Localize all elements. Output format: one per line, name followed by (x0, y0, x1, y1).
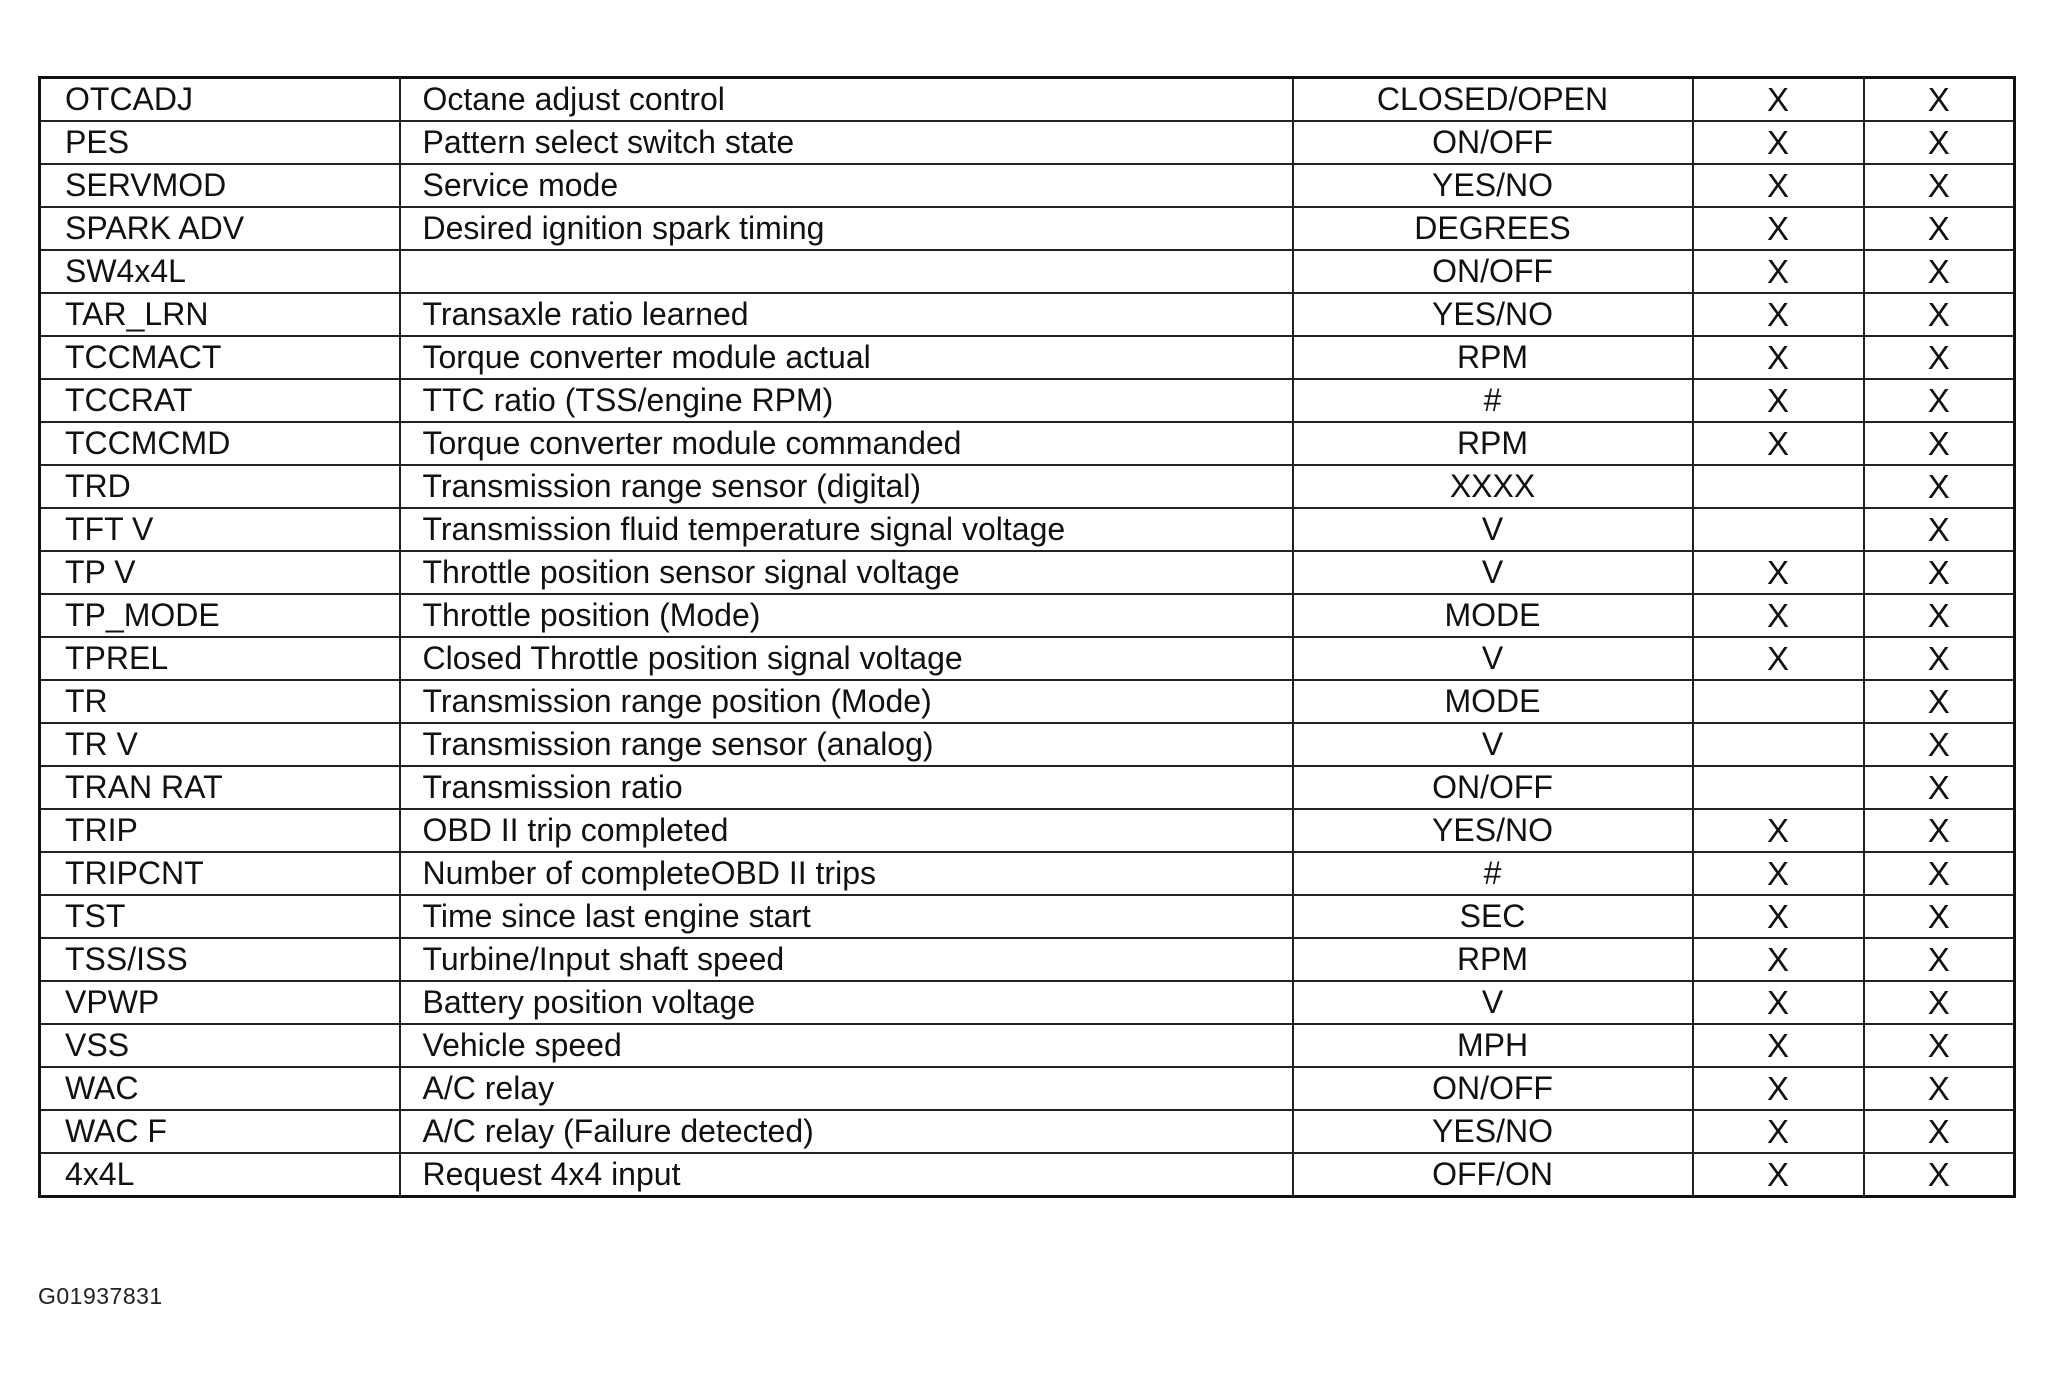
pid-cell: TRIPCNT (40, 852, 400, 895)
table-row (40, 1067, 2015, 1110)
mode-2-mark-cell: X (1864, 809, 2015, 852)
mode-2-mark-cell: X (1864, 78, 2015, 122)
units-cell: V (1293, 637, 1693, 680)
description-cell: Throttle position (Mode) (400, 594, 1293, 637)
pid-cell: OTCADJ (40, 78, 400, 122)
table-row (40, 895, 2015, 938)
mode-2-mark-cell: X (1864, 1067, 2015, 1110)
units-cell: ON/OFF (1293, 1067, 1693, 1110)
mode-1-mark-cell: X (1693, 379, 1864, 422)
mode-2-mark-cell: X (1864, 852, 2015, 895)
units-cell: OFF/ON (1293, 1153, 1693, 1197)
units-cell: YES/NO (1293, 1110, 1693, 1153)
mode-1-mark-cell: X (1693, 164, 1864, 207)
description-cell: Battery position voltage (400, 981, 1293, 1024)
mode-2-mark-cell: X (1864, 680, 2015, 723)
mode-1-mark-cell: X (1693, 895, 1864, 938)
table-row (40, 422, 2015, 465)
table-row (40, 680, 2015, 723)
mode-1-mark-cell: X (1693, 207, 1864, 250)
description-cell: Number of completeOBD II trips (400, 852, 1293, 895)
mode-1-mark-cell: X (1693, 1024, 1864, 1067)
units-cell: ON/OFF (1293, 121, 1693, 164)
description-cell: Turbine/Input shaft speed (400, 938, 1293, 981)
mode-1-mark-cell: X (1693, 809, 1864, 852)
mode-2-mark-cell: X (1864, 981, 2015, 1024)
mode-2-mark-cell: X (1864, 422, 2015, 465)
units-cell: SEC (1293, 895, 1693, 938)
mode-2-mark-cell: X (1864, 1153, 2015, 1197)
units-cell: # (1293, 852, 1693, 895)
units-cell: DEGREES (1293, 207, 1693, 250)
table-row (40, 594, 2015, 637)
units-cell: MODE (1293, 680, 1693, 723)
pid-cell: TR V (40, 723, 400, 766)
mode-1-mark-cell: X (1693, 422, 1864, 465)
mode-1-mark-cell: X (1693, 594, 1864, 637)
pid-cell: PES (40, 121, 400, 164)
pid-cell: TRAN RAT (40, 766, 400, 809)
units-cell: V (1293, 551, 1693, 594)
mode-2-mark-cell: X (1864, 723, 2015, 766)
description-cell: Torque converter module commanded (400, 422, 1293, 465)
mode-2-mark-cell: X (1864, 164, 2015, 207)
mode-2-mark-cell: X (1864, 293, 2015, 336)
table-row (40, 1153, 2015, 1197)
figure-id: G01937831 (38, 1283, 163, 1309)
description-cell: Closed Throttle position signal voltage (400, 637, 1293, 680)
pid-cell: TAR_LRN (40, 293, 400, 336)
units-cell: CLOSED/OPEN (1293, 78, 1693, 122)
pid-cell: VPWP (40, 981, 400, 1024)
mode-2-mark-cell: X (1864, 637, 2015, 680)
table-row (40, 723, 2015, 766)
mode-2-mark-cell: X (1864, 250, 2015, 293)
table-row (40, 766, 2015, 809)
mode-2-mark-cell: X (1864, 766, 2015, 809)
pid-cell: 4x4L (40, 1153, 400, 1197)
description-cell: Throttle position sensor signal voltage (400, 551, 1293, 594)
units-cell: ON/OFF (1293, 766, 1693, 809)
mode-1-mark-cell (1693, 680, 1864, 723)
pid-cell: VSS (40, 1024, 400, 1067)
pid-cell: SW4x4L (40, 250, 400, 293)
description-cell: Request 4x4 input (400, 1153, 1293, 1197)
mode-1-mark-cell: X (1693, 121, 1864, 164)
description-cell: Transmission range position (Mode) (400, 680, 1293, 723)
units-cell: ON/OFF (1293, 250, 1693, 293)
pid-cell: SPARK ADV (40, 207, 400, 250)
mode-2-mark-cell: X (1864, 938, 2015, 981)
units-cell: # (1293, 379, 1693, 422)
table-row (40, 637, 2015, 680)
mode-1-mark-cell: X (1693, 852, 1864, 895)
pid-cell: TFT V (40, 508, 400, 551)
pid-cell: TST (40, 895, 400, 938)
mode-1-mark-cell: X (1693, 1067, 1864, 1110)
table-row (40, 551, 2015, 594)
description-cell (400, 250, 1293, 293)
mode-1-mark-cell: X (1693, 981, 1864, 1024)
pid-cell: TP_MODE (40, 594, 400, 637)
table-row (40, 852, 2015, 895)
mode-2-mark-cell: X (1864, 121, 2015, 164)
table-row (40, 465, 2015, 508)
table-row (40, 121, 2015, 164)
mode-2-mark-cell: X (1864, 336, 2015, 379)
mode-2-mark-cell: X (1864, 207, 2015, 250)
pid-cell: TCCRAT (40, 379, 400, 422)
table-row (40, 336, 2015, 379)
mode-2-mark-cell: X (1864, 594, 2015, 637)
pid-cell: WAC (40, 1067, 400, 1110)
mode-2-mark-cell: X (1864, 895, 2015, 938)
description-cell: A/C relay (Failure detected) (400, 1110, 1293, 1153)
description-cell: Octane adjust control (400, 78, 1293, 122)
description-cell: Transmission range sensor (digital) (400, 465, 1293, 508)
mode-1-mark-cell (1693, 508, 1864, 551)
pid-table (38, 76, 2016, 1198)
units-cell: YES/NO (1293, 293, 1693, 336)
table-row (40, 164, 2015, 207)
mode-2-mark-cell: X (1864, 379, 2015, 422)
mode-1-mark-cell: X (1693, 250, 1864, 293)
pid-cell: TR (40, 680, 400, 723)
description-cell: Time since last engine start (400, 895, 1293, 938)
description-cell: Pattern select switch state (400, 121, 1293, 164)
description-cell: TTC ratio (TSS/engine RPM) (400, 379, 1293, 422)
pid-cell: TCCMACT (40, 336, 400, 379)
pid-cell: TRIP (40, 809, 400, 852)
table-row (40, 250, 2015, 293)
table-row (40, 1024, 2015, 1067)
pid-cell: WAC F (40, 1110, 400, 1153)
units-cell: MPH (1293, 1024, 1693, 1067)
table-row (40, 938, 2015, 981)
table-row (40, 1110, 2015, 1153)
pid-cell: SERVMOD (40, 164, 400, 207)
mode-1-mark-cell (1693, 766, 1864, 809)
mode-1-mark-cell: X (1693, 938, 1864, 981)
mode-1-mark-cell: X (1693, 78, 1864, 122)
description-cell: A/C relay (400, 1067, 1293, 1110)
units-cell: MODE (1293, 594, 1693, 637)
units-cell: V (1293, 723, 1693, 766)
units-cell: YES/NO (1293, 809, 1693, 852)
pid-cell: TP V (40, 551, 400, 594)
mode-1-mark-cell (1693, 723, 1864, 766)
description-cell: Service mode (400, 164, 1293, 207)
mode-1-mark-cell: X (1693, 293, 1864, 336)
description-cell: Transmission ratio (400, 766, 1293, 809)
description-cell: Torque converter module actual (400, 336, 1293, 379)
units-cell: RPM (1293, 938, 1693, 981)
pid-table-body (40, 78, 2015, 1197)
mode-1-mark-cell: X (1693, 1153, 1864, 1197)
units-cell: V (1293, 508, 1693, 551)
mode-2-mark-cell: X (1864, 508, 2015, 551)
mode-2-mark-cell: X (1864, 551, 2015, 594)
table-row (40, 508, 2015, 551)
mode-2-mark-cell: X (1864, 1024, 2015, 1067)
description-cell: Transmission fluid temperature signal voltage (400, 508, 1293, 551)
description-cell: Vehicle speed (400, 1024, 1293, 1067)
description-cell: Transaxle ratio learned (400, 293, 1293, 336)
mode-2-mark-cell: X (1864, 465, 2015, 508)
description-cell: Desired ignition spark timing (400, 207, 1293, 250)
table-row (40, 809, 2015, 852)
mode-1-mark-cell: X (1693, 637, 1864, 680)
units-cell: RPM (1293, 422, 1693, 465)
table-row (40, 981, 2015, 1024)
pid-cell: TRD (40, 465, 400, 508)
table-row (40, 78, 2015, 122)
mode-1-mark-cell: X (1693, 551, 1864, 594)
mode-1-mark-cell: X (1693, 336, 1864, 379)
table-row (40, 379, 2015, 422)
description-cell: OBD II trip completed (400, 809, 1293, 852)
units-cell: RPM (1293, 336, 1693, 379)
table-row (40, 207, 2015, 250)
pid-cell: TSS/ISS (40, 938, 400, 981)
units-cell: V (1293, 981, 1693, 1024)
pid-cell: TPREL (40, 637, 400, 680)
table-row (40, 293, 2015, 336)
units-cell: XXXX (1293, 465, 1693, 508)
mode-1-mark-cell: X (1693, 1110, 1864, 1153)
mode-2-mark-cell: X (1864, 1110, 2015, 1153)
mode-1-mark-cell (1693, 465, 1864, 508)
units-cell: YES/NO (1293, 164, 1693, 207)
description-cell: Transmission range sensor (analog) (400, 723, 1293, 766)
pid-cell: TCCMCMD (40, 422, 400, 465)
